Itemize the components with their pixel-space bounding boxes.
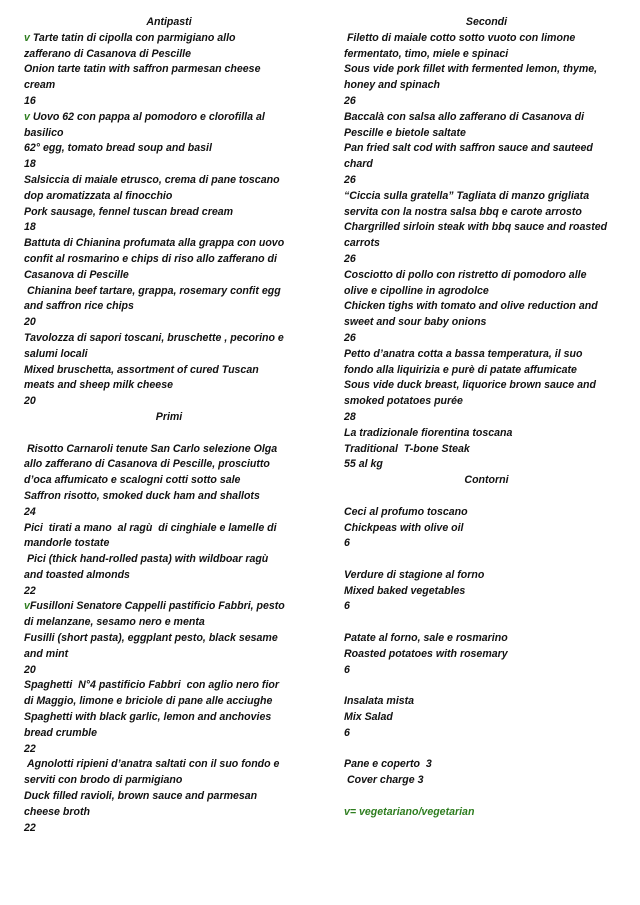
dish-name-italian	[344, 426, 629, 442]
contorni-heading: Contorni	[464, 474, 509, 487]
dish-price: 20	[24, 663, 36, 676]
menu-item	[24, 173, 314, 236]
menu-item	[24, 757, 314, 836]
menu-item	[344, 268, 629, 347]
dish-name-english: Chargrilled sirloin steak with bbq sauce and roasted carrots	[344, 221, 608, 250]
left-column	[24, 15, 314, 836]
menu-item	[24, 110, 314, 173]
dish-name-italian	[24, 31, 314, 63]
dish-name-italian-text: Tavolozza di sapori toscani, bruschette , pecorino e salumi locali	[24, 331, 284, 360]
dish-name-english: Sous vide pork fillet with fermented lemon, thyme, honey and spinach	[344, 63, 598, 92]
dish-name-english: Sous vide duck breast, liquorice brown sauce and smoked potatoes purée	[344, 379, 596, 408]
menu-item	[344, 347, 629, 426]
vegetarian-mark: v	[24, 110, 30, 123]
dish-name-italian	[24, 331, 314, 363]
menu-item	[24, 521, 314, 600]
dish-price: 20	[24, 395, 36, 408]
menu-item	[344, 694, 629, 741]
menu-item	[344, 31, 629, 110]
menu-item	[24, 442, 314, 521]
dish-price: 22	[24, 821, 36, 834]
menu-item	[344, 110, 629, 189]
dish-name-italian	[24, 236, 314, 283]
vegetarian-mark: v	[24, 600, 30, 613]
dish-name-italian-text: Salsiccia di maiale etrusco, crema di pane toscano dop aromatizzata al finocchio	[24, 173, 280, 202]
dish-name-english: 62° egg, tomato bread soup and basil	[24, 142, 212, 155]
contorni-list	[344, 505, 629, 758]
dish-name-italian-text: “Ciccia sulla gratella” Tagliata di manzo grigliata servita con la nostra salsa bbq e carote arrosto	[344, 189, 590, 218]
secondi-heading: Secondi	[465, 16, 508, 28]
dish-price: 6	[344, 726, 350, 739]
menu-item	[24, 331, 314, 410]
dish-name-italian	[344, 694, 629, 710]
dish-name-italian	[344, 189, 629, 221]
dish-name-italian-text: Battuta di Chianina profumata alla grappa con uovo confit al rosmarino e chips di riso allo zafferano di Casanova di Pescille	[24, 237, 285, 281]
dish-name-english: Pork sausage, fennel tuscan bread cream	[24, 205, 234, 218]
dish-price: 26	[344, 94, 356, 107]
dish-price: 6	[344, 600, 350, 613]
dish-price: 26	[344, 331, 356, 344]
dish-name-italian	[344, 268, 629, 300]
dish-name-italian	[344, 31, 629, 63]
dish-price: 22	[24, 742, 36, 755]
dish-name-italian-text: Verdure di stagione al forno	[344, 568, 485, 581]
dish-name-english: Chicken tighs with tomato and olive reduction and sweet and sour baby onions	[344, 300, 598, 329]
dish-name-english: Saffron risotto, smoked duck ham and shallots	[24, 489, 260, 502]
dish-name-italian-text: Uovo 62 con pappa al pomodoro e clorofilla al basilico	[24, 110, 265, 139]
dish-name-italian	[24, 678, 314, 710]
antipasti-list	[24, 31, 314, 410]
dish-price: 55 al kg	[344, 458, 383, 471]
menu-item	[344, 505, 629, 552]
dish-name-english: Mixed baked vegetables	[344, 584, 466, 597]
dish-price: 24	[24, 505, 36, 518]
dish-name-english: Pici (thick hand-rolled pasta) with wildboar ragù and toasted almonds	[24, 553, 269, 581]
dish-price: 6	[344, 537, 350, 550]
dish-name-italian-text: Petto d’anatra cotta a bassa temperatura, il suo fondo alla liquirizia e purè di patate affumicate	[344, 347, 583, 376]
dish-name-italian	[344, 110, 629, 142]
dish-name-italian	[344, 347, 629, 379]
right-column	[344, 15, 629, 821]
dish-name-italian	[24, 173, 314, 205]
dish-name-italian-text: La tradizionale fiorentina toscana	[344, 426, 513, 439]
cover-charge	[344, 757, 629, 789]
menu-item	[24, 236, 314, 331]
dish-name-italian	[344, 631, 629, 647]
dish-name-italian	[24, 110, 314, 142]
dish-name-italian-text: Pici tirati a mano al ragù di cinghiale e lamelle di mandorle tostate	[24, 521, 277, 550]
dish-name-italian	[24, 442, 314, 489]
dish-name-italian-text: Spaghetti N°4 pastificio Fabbri con aglio nero fior di Maggio, limone e briciole di pane alle acciughe	[24, 679, 279, 708]
dish-name-italian-text: Cosciotto di pollo con ristretto di pomodoro alle olive e cipolline in agrodolce	[344, 268, 587, 297]
primi-list	[24, 442, 314, 837]
dish-name-english: Duck filled ravioli, brown sauce and parmesan cheese broth	[24, 790, 258, 818]
menu-item	[24, 678, 314, 757]
dish-price: 20	[24, 316, 36, 329]
dish-price: 18	[24, 158, 36, 171]
dish-name-italian-text: Patate al forno, sale e rosmarino	[344, 632, 508, 645]
dish-name-italian	[344, 568, 629, 584]
dish-name-english: Fusilli (short pasta), eggplant pesto, black sesame and mint	[24, 632, 278, 660]
dish-name-italian-text: Filetto di maiale cotto sotto vuoto con limone fermentato, timo, miele e spinaci	[344, 31, 576, 60]
secondi-list	[344, 31, 629, 473]
dish-name-italian-text: Ceci al profumo toscano	[344, 505, 468, 518]
menu-item	[344, 631, 629, 678]
cover-charge-it: Pane e coperto 3	[344, 758, 432, 771]
dish-name-italian-text: Tarte tatin di cipolla con parmigiano allo zafferano di Casanova di Pescille	[24, 31, 236, 60]
dish-name-italian	[24, 599, 314, 631]
menu-item	[344, 426, 629, 473]
dish-name-italian	[344, 505, 629, 521]
vegetarian-mark: v	[24, 31, 30, 44]
dish-name-italian-text: Insalata mista	[344, 695, 415, 708]
dish-price: 16	[24, 94, 36, 107]
dish-name-english: Spaghetti with black garlic, lemon and anchovies bread crumble	[24, 711, 272, 739]
dish-name-english: Traditional T-bone Steak	[344, 442, 470, 455]
dish-name-italian-text: Fusilloni Senatore Cappelli pastificio Fabbri, pesto di melanzane, sesamo nero e menta	[24, 600, 285, 629]
dish-name-english: Roasted potatoes with rosemary	[344, 647, 508, 660]
dish-name-english: Pan fried salt cod with saffron sauce and sauteed chard	[344, 142, 593, 171]
dish-name-italian-text: Agnolotti ripieni d’anatra saltati con il suo fondo e serviti con brodo di parmigiano	[24, 758, 280, 787]
dish-price: 26	[344, 252, 356, 265]
dish-name-english: Mix Salad	[344, 711, 393, 724]
menu-item	[24, 599, 314, 678]
dish-name-english: Chickpeas with olive oil	[344, 521, 464, 534]
menu-item	[24, 31, 314, 110]
dish-price: 18	[24, 221, 36, 234]
vegetarian-legend: v= vegetariano/vegetarian	[344, 805, 475, 818]
primi-heading: Primi	[155, 410, 183, 423]
dish-name-english: Chianina beef tartare, grappa, rosemary confit egg and saffron rice chips	[24, 284, 281, 313]
dish-name-italian	[24, 757, 314, 789]
cover-charge-en: Cover charge 3	[344, 774, 424, 787]
menu-item	[344, 189, 629, 268]
dish-name-english: Mixed bruschetta, assortment of cured Tuscan meats and sheep milk cheese	[24, 363, 259, 392]
dish-price: 22	[24, 584, 36, 597]
dish-name-english: Onion tarte tatin with saffron parmesan cheese cream	[24, 63, 261, 92]
dish-price: 26	[344, 173, 356, 186]
dish-price: 6	[344, 663, 350, 676]
dish-price: 28	[344, 410, 356, 423]
dish-name-italian-text: Risotto Carnaroli tenute San Carlo selezione Olga allo zafferano di Casanova di Pescille, prosciutto d’oca affumicato e scalogni cotti sotto sale	[24, 442, 278, 487]
dish-name-italian-text: Baccalà con salsa allo zafferano di Casanova di Pescille e bietole saltate	[344, 110, 585, 139]
antipasti-heading: Antipasti	[146, 16, 192, 28]
dish-name-italian	[24, 521, 314, 553]
menu-item	[344, 568, 629, 615]
